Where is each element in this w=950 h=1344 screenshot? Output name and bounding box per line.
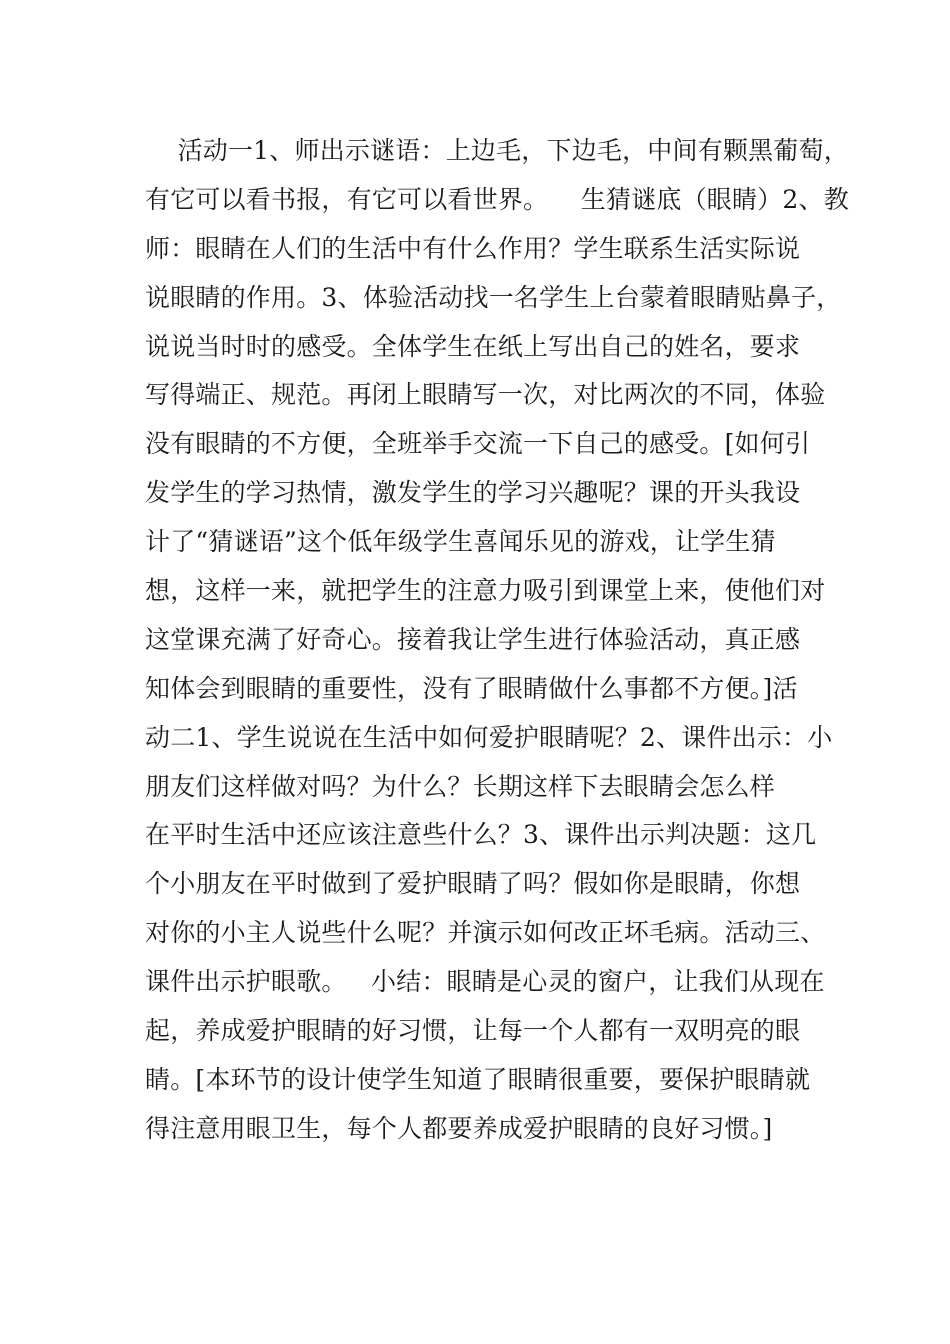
text-line: 写得端正、规范。再闭上眼睛写一次，对比两次的不同，体验: [145, 380, 826, 410]
text-line: 知体会到眼睛的重要性，没有了眼睛做什么事都不方便。]活: [145, 673, 798, 703]
text-line: 睛。[本环节的设计使学生知道了眼睛很重要，要保护眼睛就: [145, 1064, 811, 1094]
text-line: 起，养成爱护眼睛的好习惯，让每一个人都有一双明亮的眼: [145, 1016, 801, 1046]
text-line: 计了“猜谜语”这个低年级学生喜闻乐见的游戏，让学生猜: [145, 527, 776, 557]
text-line: 动二1、学生说说在生活中如何爱护眼睛呢？2、课件出示：小: [145, 722, 833, 752]
text-line: 说说当时时的感受。全体学生在纸上写出自己的姓名，要求: [145, 331, 801, 361]
text-line: 没有眼睛的不方便，全班举手交流一下自己的感受。[如何引: [145, 429, 811, 459]
text-line: 个小朋友在平时做到了爱护眼睛了吗？假如你是眼睛，你想: [145, 869, 801, 899]
text-line: 想，这样一来，就把学生的注意力吸引到课堂上来，使他们对: [145, 576, 826, 606]
text-line: 课件出示护眼歌。 小结：眼睛是心灵的窗户，让我们从现在: [145, 967, 825, 997]
text-line: 得注意用眼卫生，每个人都要养成爱护眼睛的良好习惯。]: [145, 1113, 773, 1143]
text-line: 对你的小主人说些什么呢？并演示如何改正坏毛病。活动三、: [145, 918, 826, 948]
text-line: 师：眼睛在人们的生活中有什么作用？学生联系生活实际说: [145, 233, 801, 263]
body-paragraph: [145, 127, 849, 1154]
text-line: 活动一1、师出示谜语：上边毛，下边毛，中间有颗黑葡萄，: [145, 136, 849, 165]
text-line: 说眼睛的作用。3、体验活动找一名学生上台蒙着眼睛贴鼻子，: [145, 282, 842, 312]
text-line: 在平时生活中还应该注意些什么？3、课件出示判决题：这几: [145, 820, 817, 850]
text-line: 有它可以看书报，有它可以看世界。 生猜谜底（眼睛）2、教: [145, 184, 849, 214]
text-line: 这堂课充满了好奇心。接着我让学生进行体验活动，真正感: [145, 624, 801, 654]
text-line: 发学生的学习热情，激发学生的学习兴趣呢？课的开头我设: [145, 478, 801, 508]
text-line: 朋友们这样做对吗？为什么？长期这样下去眼睛会怎么样: [145, 771, 776, 801]
